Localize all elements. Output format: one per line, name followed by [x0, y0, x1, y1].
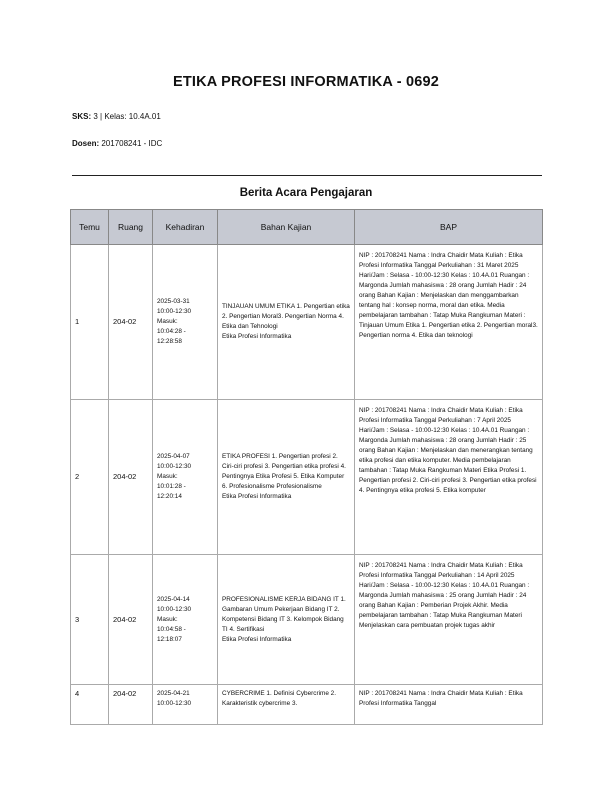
table-row [71, 400, 543, 555]
attendance-date: 2025-04-21 [157, 690, 190, 697]
topic-text: ETIKA PROFESI 1. Pengertian profesi 2. Ciri-ciri profesi 3. Pengertian etika profesi 4. Pentingnya Etika Profesi 5. Etika Komputer 6. Profesionalisme Profesionalisme [222, 453, 346, 490]
topic-course: Etika Profesi Informatika [222, 493, 292, 500]
attendance-time: 10:00-12:30 [157, 463, 192, 470]
column-header-temu: Temu [71, 210, 109, 245]
section-title: Berita Acara Pengajaran [239, 187, 373, 199]
dosen-value: 201708241 - IDC [101, 139, 163, 148]
sks-value: 3 | Kelas: 10.4A.01 [93, 112, 161, 121]
attendance-label: Masuk: [157, 318, 178, 325]
sks-label: SKS: [72, 112, 92, 121]
topic-text: PROFESIONALISME KERJA BIDANG IT 1. Gambaran Umum Pekerjaan Bidang IT 2. Kompetensi Bidang IT 3. Kelompok Bidang TI 4. Sertifikasi [222, 595, 346, 633]
attendance-in: 10:04:58 - [157, 625, 186, 633]
topic-cell [218, 685, 355, 725]
attendance-in: 10:01:28 - [157, 483, 186, 490]
attendance-time: 10:00-12:30 [157, 308, 192, 315]
topic-cell [218, 555, 355, 685]
column-header-kehadiran: Kehadiran [153, 210, 218, 245]
attendance-cell [153, 555, 218, 685]
attendance-in: 10:04:28 - [157, 328, 186, 335]
attendance-label: Masuk: [157, 615, 178, 623]
table-header-row [71, 210, 543, 245]
attendance-time: 10:00-12:30 [157, 605, 192, 613]
attendance-date: 2025-03-31 [157, 298, 190, 305]
attendance-out: 12:18:07 [157, 635, 182, 643]
bap-cell: NIP : 201708241 Nama : Indra Chaidir Mata Kuliah : Etika Profesi Informatika Tanggal [355, 685, 543, 725]
room-cell: 204-02 [109, 555, 153, 685]
attendance-cell [153, 400, 218, 555]
dosen-label: Dosen: [72, 139, 100, 148]
sks-line [72, 112, 161, 121]
attendance-date: 2025-04-07 [157, 453, 190, 460]
bap-cell: NIP : 201708241 Nama : Indra Chaidir Mata Kuliah : Etika Profesi Informatika Tanggal Perkuliahan : 7 April 2025 Hari/Jam : Selasa - 10:00-12:30 Kelas : 10.4A.01 Ruangan : Margonda Jumlah mahasiswa : 28 orang Jumlah Hadir : 25 orang Bahan Kajian : Menjelaskan dan menerangkan tentang etika profesi dan etika komputer. Media pembelajaran tambahan : Tatap Muka Rangkuman Materi Etika Profesi 1. Pengertian profesi 2. Ciri-ciri profesi 3. Pengertian etika profesi 4. Pentingnya etika profesi 5. Etika komputer [355, 400, 543, 555]
table-row [71, 245, 543, 400]
attendance-date: 2025-04-14 [157, 595, 190, 603]
temu-cell: 1 [71, 245, 109, 400]
topic-course: Etika Profesi Informatika [222, 333, 292, 340]
column-header-bahan-kajian: Bahan Kajian [218, 210, 355, 245]
dosen-line [72, 139, 162, 148]
column-header-ruang: Ruang [109, 210, 153, 245]
bap-cell: NIP : 201708241 Nama : Indra Chaidir Mata Kuliah : Etika Profesi Informatika Tanggal Perkuliahan : 31 Maret 2025 Hari/Jam : Selasa - 10:00-12:30 Kelas : 10.4A.01 Ruangan : Margonda Jumlah mahasiswa : 28 orang Jumlah Hadir : 24 orang Bahan Kajian : Menjelaskan dan menggambarkan tentang hal : konsep norma, moral dan etika. Media pembelajaran tambahan : Tatap Muka Rangkuman Materi : Tinjauan Umum Etika 1. Pengertian etika 2. Pengertian moral3. Pengertian norma 4. Etika dan teknologi [355, 245, 543, 400]
page-title: ETIKA PROFESI INFORMATIKA - 0692 [172, 74, 440, 90]
attendance-out: 12:20:14 [157, 493, 182, 500]
topic-text: CYBERCRIME 1. Definisi Cybercrime 2. Karakteristik cybercrime 3. [222, 690, 336, 707]
topic-cell [218, 400, 355, 555]
bap-cell: NIP : 201708241 Nama : Indra Chaidir Mata Kuliah : Etika Profesi Informatika Tanggal Perkuliahan : 14 April 2025 Hari/Jam : Selasa - 10:00-12:30 Kelas : 10.4A.01 Ruangan : Margonda Jumlah mahasiswa : 25 orang Jumlah Hadir : 24 orang Bahan Kajian : Pemberian Projek Akhir. Media pembelajaran tambahan : Tatap Muka Rangkuman Materi Menjelaskan cara pembuatan projek tugas akhir [355, 555, 543, 685]
room-cell: 204-02 [109, 245, 153, 400]
topic-course: Etika Profesi Informatika [222, 635, 292, 643]
topic-text: TINJAUAN UMUM ETIKA 1. Pengertian etika 2. Pengertian Moral3. Pengertian Norma 4. Etika dan Tehnologi [222, 303, 350, 330]
header-divider [72, 175, 542, 176]
room-cell: 204-02 [109, 400, 153, 555]
attendance-cell [153, 245, 218, 400]
attendance-out: 12:28:58 [157, 338, 182, 345]
attendance-cell [153, 685, 218, 725]
temu-cell: 3 [71, 555, 109, 685]
attendance-time: 10:00-12:30 [157, 700, 192, 707]
topic-cell [218, 245, 355, 400]
room-cell: 204-02 [109, 685, 153, 725]
attendance-label: Masuk: [157, 473, 178, 480]
teaching-report-table [70, 209, 543, 725]
table-row [71, 555, 543, 685]
table-row [71, 685, 543, 725]
temu-cell: 2 [71, 400, 109, 555]
column-header-bap: BAP [355, 210, 543, 245]
temu-cell: 4 [71, 685, 109, 725]
